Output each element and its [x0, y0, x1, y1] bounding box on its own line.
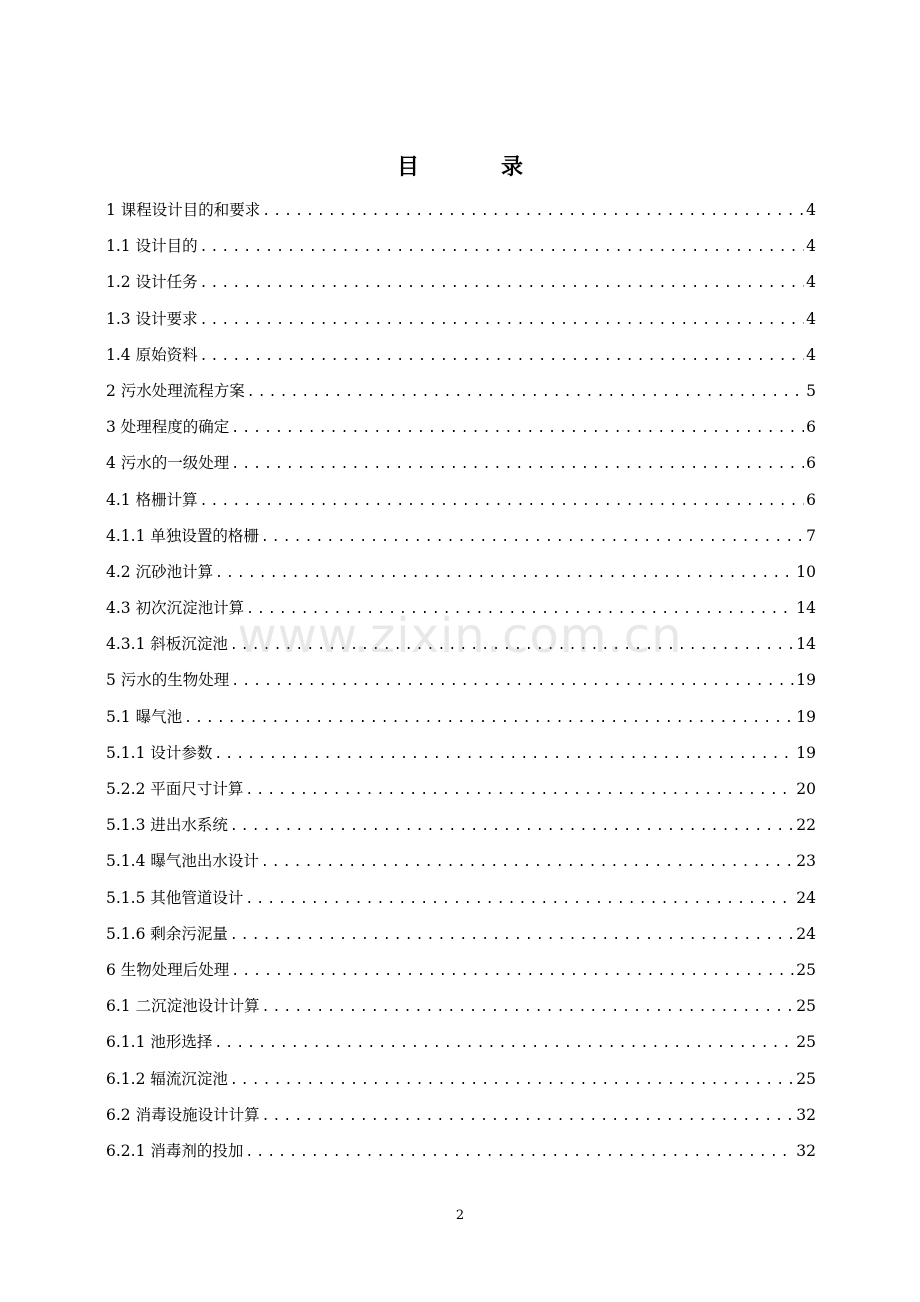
- toc-entry-label: 5.1.3 进出水系统: [106, 816, 228, 835]
- toc-entry[interactable]: [106, 373, 816, 409]
- toc-entry-label: 5.1.6 剩余污泥量: [106, 924, 228, 943]
- toc-leader-dots: [262, 990, 795, 1026]
- toc-entry-page: 14: [796, 635, 816, 654]
- toc-entry-page: 5: [806, 381, 816, 400]
- toc-entry-label: 6.1.2 辐流沉淀池: [106, 1069, 228, 1088]
- toc-leader-dots: [261, 845, 794, 881]
- toc-leader-dots: [230, 1063, 794, 1099]
- toc-entry-label: 1.2 设计任务: [106, 273, 198, 292]
- toc-entry-page: 6: [806, 418, 816, 437]
- toc-heading: [0, 150, 920, 181]
- toc-leader-dots: [231, 954, 794, 990]
- page-number: 2: [455, 1208, 465, 1223]
- toc-entry-label: 5.2.2 平面尺寸计算: [106, 780, 244, 798]
- toc-entry-label: 5.1.5 其他管道设计: [106, 888, 244, 907]
- toc-entry-label: 4.1 格栅计算: [106, 490, 198, 509]
- toc-entry-page: 25: [796, 960, 816, 979]
- toc-entry[interactable]: [106, 916, 816, 952]
- toc-entry-page: 20: [796, 780, 816, 798]
- toc-leader-dots: [245, 882, 794, 918]
- toc-entry-label: 1.4 原始资料: [106, 345, 198, 364]
- toc-entry-label: 4.1.1 单独设置的格栅: [106, 526, 259, 545]
- toc-entry-page: 32: [796, 1105, 816, 1124]
- toc-entry[interactable]: [106, 228, 816, 264]
- toc-entry[interactable]: [106, 771, 816, 807]
- toc-leader-dots: [214, 737, 794, 773]
- toc-heading-left: 目: [396, 154, 419, 180]
- toc-entry-page: 19: [796, 743, 816, 762]
- toc-entry-page: 25: [796, 997, 816, 1016]
- toc-entry-page: 23: [796, 852, 816, 871]
- toc-entry-page: 19: [796, 671, 816, 690]
- toc-leader-dots: [184, 701, 794, 737]
- toc-leader-dots: [230, 918, 794, 954]
- toc-entry-label: 6.2 消毒设施设计计算: [106, 1105, 260, 1124]
- toc-entry[interactable]: [106, 952, 816, 988]
- toc-entry[interactable]: [106, 1061, 816, 1097]
- watermark: www.zixin.com.cn: [237, 608, 683, 664]
- toc-leader-dots: [231, 411, 804, 447]
- toc-entry[interactable]: [106, 445, 816, 481]
- toc-leader-dots: [246, 592, 794, 628]
- toc-entry-page: 4: [806, 345, 816, 364]
- toc-leader-dots: [200, 230, 805, 266]
- toc-entry[interactable]: [106, 518, 816, 554]
- toc-leader-dots: [230, 628, 794, 664]
- toc-entry-label: 1.3 设计要求: [106, 309, 198, 328]
- toc-leader-dots: [231, 664, 794, 700]
- toc-leader-dots: [247, 375, 804, 411]
- toc-entry[interactable]: [106, 807, 816, 843]
- toc-entry-label: 5.1 曝气池: [106, 707, 183, 726]
- toc-entry-page: 24: [796, 924, 816, 943]
- toc-leader-dots: [200, 484, 805, 520]
- toc-entry-label: 3 处理程度的确定: [106, 418, 230, 437]
- toc-leader-dots: [200, 339, 805, 375]
- toc-entry-page: 22: [796, 816, 816, 835]
- toc-leader-dots: [230, 809, 794, 845]
- toc-entry[interactable]: [106, 843, 816, 879]
- toc-entry[interactable]: [106, 626, 816, 662]
- toc-entry-page: 7: [806, 526, 816, 545]
- toc-leader-dots: [262, 194, 804, 230]
- toc-entry[interactable]: [106, 735, 816, 771]
- toc-entry-page: 25: [796, 1033, 816, 1052]
- toc-leader-dots: [215, 556, 794, 592]
- toc-entry-page: 6: [806, 490, 816, 509]
- toc-entry[interactable]: [106, 264, 816, 300]
- toc-entry[interactable]: [106, 482, 816, 518]
- toc-entry-page: 6: [806, 454, 816, 473]
- toc-entry-page: 14: [796, 599, 816, 618]
- toc-entry-label: 5.1.4 曝气池出水设计: [106, 852, 259, 871]
- toc-entry[interactable]: [106, 880, 816, 916]
- toc-entry[interactable]: [106, 1097, 816, 1133]
- toc-entry-label: 5.1.1 设计参数: [106, 743, 213, 762]
- toc-entry[interactable]: [106, 554, 816, 590]
- toc-leader-dots: [200, 266, 805, 302]
- toc-entry[interactable]: [106, 988, 816, 1024]
- toc-leader-dots: [262, 1099, 795, 1135]
- toc-entry-page: 4: [806, 237, 816, 256]
- toc-entry-label: 4.3.1 斜板沉淀池: [106, 635, 228, 654]
- toc-leader-dots: [245, 1135, 794, 1171]
- toc-entry-page: 4: [806, 309, 816, 328]
- toc-entry[interactable]: [106, 1024, 816, 1060]
- toc-entry-label: 5 污水的生物处理: [106, 671, 230, 690]
- toc-leader-dots: [231, 447, 804, 483]
- toc-entry-page: 4: [806, 201, 816, 219]
- toc-leader-dots: [214, 1026, 794, 1062]
- toc-leader-dots: [200, 303, 805, 339]
- toc-entry-page: 19: [796, 707, 816, 726]
- toc-entry-label: 6 生物处理后处理: [106, 960, 230, 979]
- toc-entry-page: 10: [796, 562, 816, 581]
- toc-entry[interactable]: [106, 337, 816, 373]
- toc-entry-page: 24: [796, 888, 816, 907]
- toc-list: [106, 192, 816, 1169]
- toc-entry[interactable]: [106, 192, 816, 228]
- toc-entry[interactable]: [106, 1133, 816, 1169]
- toc-entry[interactable]: [106, 409, 816, 445]
- toc-entry-label: 4 污水的一级处理: [106, 454, 230, 473]
- toc-entry-label: 1 课程设计目的和要求: [106, 201, 261, 219]
- toc-entry-label: 4.3 初次沉淀池计算: [106, 599, 245, 618]
- toc-entry[interactable]: [106, 301, 816, 337]
- toc-entry-page: 32: [796, 1141, 816, 1160]
- toc-entry-label: 6.1.1 池形选择: [106, 1033, 213, 1052]
- toc-entry-label: 6.1 二沉淀池设计计算: [106, 997, 260, 1016]
- toc-leader-dots: [245, 773, 794, 809]
- toc-entry-label: 6.2.1 消毒剂的投加: [106, 1141, 244, 1160]
- toc-entry-label: 2 污水处理流程方案: [106, 381, 245, 400]
- toc-entry-page: 4: [806, 273, 816, 292]
- toc-entry-page: 25: [796, 1069, 816, 1088]
- toc-entry-label: 1.1 设计目的: [106, 237, 198, 256]
- toc-entry[interactable]: [106, 590, 816, 626]
- toc-heading-right: 录: [501, 154, 524, 180]
- toc-entry-label: 4.2 沉砂池计算: [106, 562, 214, 581]
- toc-entry[interactable]: [106, 662, 816, 698]
- toc-leader-dots: [261, 520, 804, 556]
- toc-entry[interactable]: [106, 699, 816, 735]
